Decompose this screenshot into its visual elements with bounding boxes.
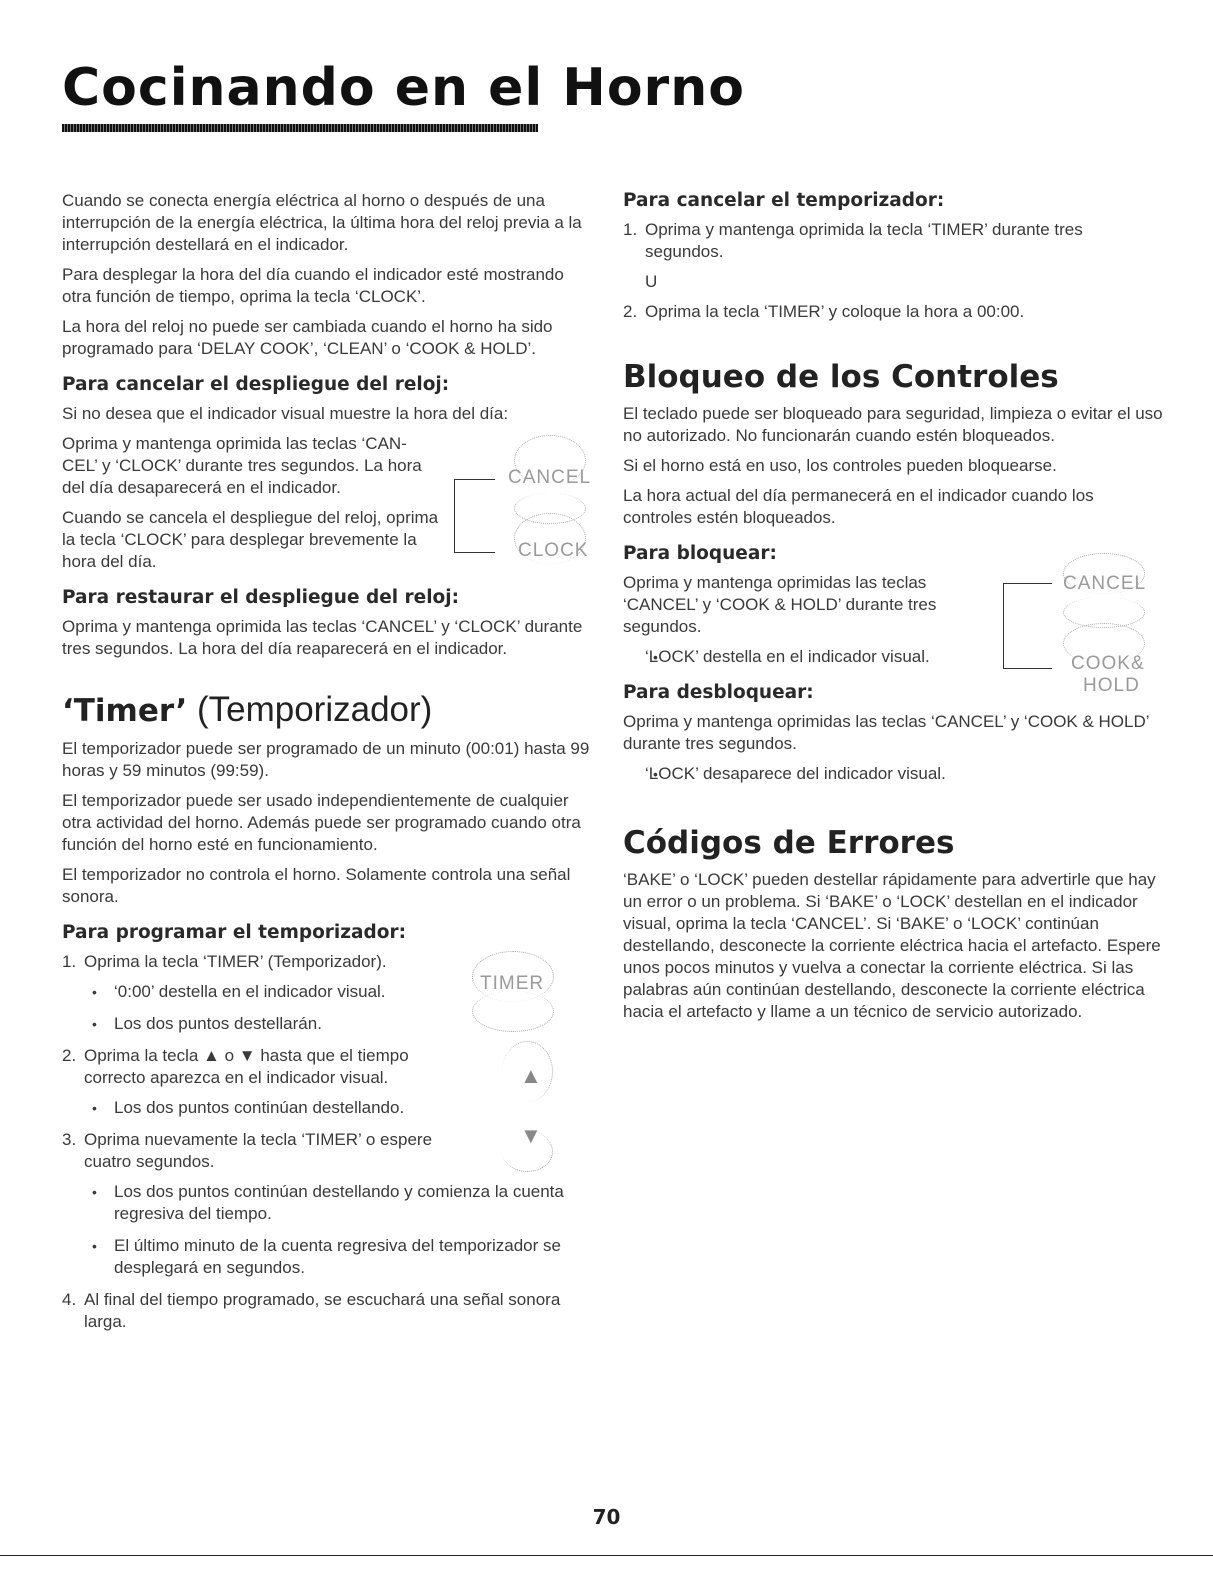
timer-heading-bold: ‘Timer’	[62, 693, 188, 729]
timer-heading	[62, 690, 592, 730]
lock-heading: Bloqueo de los Controles	[623, 359, 1059, 395]
unlock-subheading: Para desbloquear:	[623, 682, 814, 703]
cancel-clock-p2: Oprima y mantenga oprimida las teclas ‘CAN-CEL’ y ‘CLOCK’ durante tres segundos. La hora del día desaparecerá en el indicador.	[62, 434, 422, 497]
step-text: Oprima la tecla ‘TIMER’ (Temporizador).	[84, 952, 387, 971]
lock-block	[623, 543, 1163, 785]
clock-key: CLOCK	[518, 540, 589, 561]
lock-p3: La hora actual del día permanecerá en el indicador cuando los controles estén bloqueados.	[623, 486, 1094, 527]
step-item: 1. Oprima la tecla ‘TIMER’ (Temporizador).	[62, 952, 387, 971]
program-timer-steps	[62, 951, 592, 1333]
page-title: Cocinando en el Horno	[62, 58, 745, 118]
step-text: Oprima la tecla ‘TIMER’ y coloque la hora a 00:00.	[645, 302, 1025, 321]
errors-p1: ‘BAKE’ o ‘LOCK’ pueden destellar rápidamente para advertirle que hay un error o un problema. Si ‘BAKE’ o ‘LOCK’ destellan en el indicador visual, oprima la tecla ‘CANCEL’. Si ‘BAKE’ o ‘LOCK’ continúan destellando, desconecte la corriente eléctrica hacia el artefacto. Espere unos pocos minutos y vuelva a conectar la corriente eléctrica. Si las palabras aún continúan destellando, desconecte la corriente eléctrica hacia el artefacto y llame a un técnico de servicio autorizado.	[623, 870, 1161, 1021]
page-number: 70	[592, 1505, 621, 1529]
intro-paragraph: Cuando se conecta energía eléctrica al horno o después de una interrupción de la energía eléctrica, la última hora del reloj previa a la interrupción destellará en el indicador.	[62, 191, 582, 254]
cancel-key: CANCEL	[508, 467, 592, 488]
key-bracket	[1003, 583, 1052, 669]
cancel-clock-key-diagram	[454, 433, 594, 573]
step-bullet: • ‘0:00’ destella en el indicador visual.	[62, 981, 494, 1003]
lock-key-diagram	[1003, 553, 1153, 703]
step-text: Al final del tiempo programado, se escuchará una señal sonora larga.	[84, 1290, 561, 1331]
or-label: U	[645, 272, 658, 291]
step-bullet: • Los dos puntos continúan destellando y comienza la cuenta regresiva del tiempo.	[62, 1181, 592, 1225]
unlock-bullet-text: ‘LOCK’ desaparece del indicador visual.	[645, 764, 946, 783]
cancel-clock-heading: Para cancelar el despliegue del reloj:	[62, 374, 450, 395]
timer-p1: El temporizador puede ser programado de un minuto (00:01) hasta 99 horas y 59 minutos (99:59).	[62, 739, 590, 780]
step-item: 4. Al final del tiempo programado, se escuchará una señal sonora larga.	[62, 1289, 592, 1333]
intro-paragraph: Para desplegar la hora del día cuando el indicador esté mostrando otra función de tiempo, oprima la tecla ‘CLOCK’.	[62, 265, 564, 306]
timer-p2: El temporizador puede ser usado independientemente de cualquier otra actividad del horno. Además puede ser programado cuando otra función del horno esté en funcionamiento.	[62, 791, 581, 854]
lock-bullet-text: ‘LOCK’ destella en el indicador visual.	[645, 647, 930, 666]
cancel-clock-p3: Cuando se cancela el despliegue del reloj, oprima la tecla ‘CLOCK’ para desplegar brevemente la hora del día.	[62, 508, 439, 571]
unlock-bullet	[623, 763, 1163, 785]
key-outline	[502, 1131, 553, 1172]
lock-bullet	[623, 646, 1025, 668]
right-column	[623, 190, 1163, 1031]
cancel-key: CANCEL	[1063, 573, 1147, 594]
timer-p3: El temporizador no controla el horno. Solamente controla una señal sonora.	[62, 865, 571, 906]
step-item: 1. Oprima y mantenga oprimida la tecla ‘TIMER’ durante tres segundos.	[623, 219, 1163, 263]
lock-p1: El teclado puede ser bloqueado para seguridad, limpieza o evitar el uso no autorizado. No funcionarán cuando estén bloqueados.	[623, 404, 1163, 445]
key-bracket	[454, 479, 495, 553]
step-item: 3. Oprima nuevamente la tecla ‘TIMER’ o espere cuatro segundos.	[62, 1129, 442, 1173]
step-text: Oprima nuevamente la tecla ‘TIMER’ o espere cuatro segundos.	[84, 1130, 433, 1171]
lock-p2: Si el horno está en uso, los controles pueden bloquearse.	[623, 456, 1057, 475]
step-item: 2. Oprima la tecla ‘TIMER’ y coloque la hora a 00:00.	[623, 302, 1025, 321]
cook-hold-key: COOK&	[1071, 653, 1145, 674]
cancel-clock-p1: Si no desea que el indicador visual muestre la hora del día:	[62, 404, 509, 423]
errors-heading: Códigos de Errores	[623, 825, 955, 861]
cancel-timer-heading: Para cancelar el temporizador:	[623, 190, 945, 211]
step-bullet: • Los dos puntos destellarán.	[62, 1013, 494, 1035]
program-timer-heading: Para programar el temporizador:	[62, 922, 406, 943]
intro-paragraph: La hora del reloj no puede ser cambiada cuando el horno ha sido programado para ‘DELAY COOK’, ‘CLEAN’ o ‘COOK & HOLD’.	[62, 317, 553, 358]
cancel-clock-block	[62, 433, 592, 573]
step-item: 2. Oprima la tecla ▲ o ▼ hasta que el tiempo correcto aparezca en el indicador visual.	[62, 1045, 442, 1089]
timer-key-diagram	[462, 951, 582, 1181]
down-arrow-icon: ▼	[520, 1123, 542, 1148]
unlock-instructions: Oprima y mantenga oprimidas las teclas ‘CANCEL’ y ‘COOK & HOLD’ durante tres segundos.	[623, 712, 1149, 753]
bottom-rule	[0, 1555, 1213, 1556]
lock-instructions: Oprima y mantenga oprimidas las teclas ‘CANCEL’ y ‘COOK & HOLD’ durante tres segundos.	[623, 573, 937, 636]
lock-subheading: Para bloquear:	[623, 543, 777, 564]
timer-heading-light: (Temporizador)	[187, 690, 433, 729]
cook-hold-key-line2: HOLD	[1083, 675, 1140, 696]
step-bullet: • Los dos puntos continúan destellando.	[62, 1097, 494, 1119]
restore-clock-heading: Para restaurar el despliegue del reloj:	[62, 587, 459, 608]
restore-clock-p1: Oprima y mantenga oprimida las teclas ‘CANCEL’ y ‘CLOCK’ durante tres segundos. La hora del día reaparecerá en el indicador.	[62, 617, 583, 658]
key-outline	[472, 991, 554, 1032]
title-rule	[62, 124, 538, 132]
step-bullet: • El último minuto de la cuenta regresiva del temporizador se desplegará en segundos.	[62, 1235, 592, 1279]
step-text: Oprima la tecla ▲ o ▼ hasta que el tiempo correcto aparezca en el indicador visual.	[84, 1046, 409, 1087]
step-text: Oprima y mantenga oprimida la tecla ‘TIMER’ durante tres segundos.	[645, 220, 1083, 261]
left-column	[62, 190, 592, 1341]
up-arrow-icon: ▲	[520, 1063, 542, 1088]
timer-key: TIMER	[480, 973, 545, 994]
